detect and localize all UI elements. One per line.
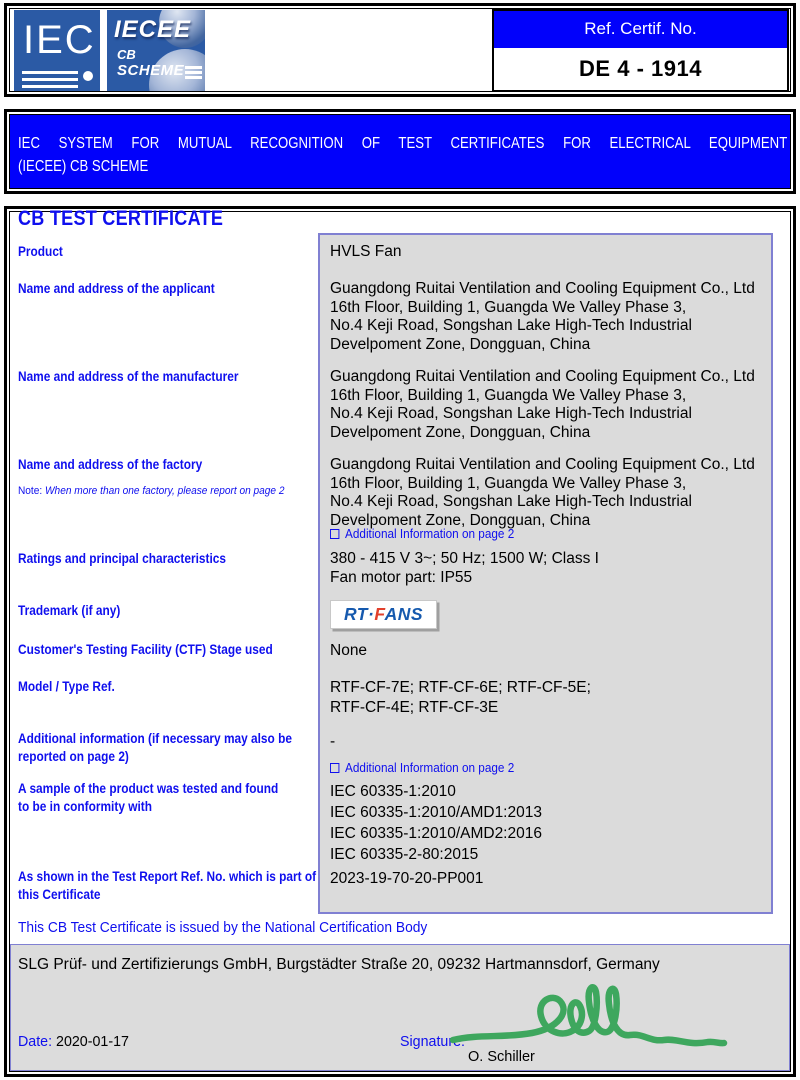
- factory-note: [18, 485, 284, 497]
- manufacturer-line: Guangdong Ruitai Ventilation and Cooling Equipment Co., Ltd: [330, 368, 755, 385]
- additional-info-page2: [330, 761, 514, 775]
- iec-logo: [14, 10, 100, 91]
- factory-additional-info-text: Additional Information on page 2: [345, 527, 515, 541]
- certificate-number: DE 4 - 1914: [579, 56, 702, 81]
- issued-by-statement: This CB Test Certificate is issued by the National Certification Body: [18, 919, 428, 936]
- rt-fans-logo-rt: RT·: [343, 604, 375, 624]
- standard-line: IEC 60335-1:2010/AMD1:2013: [330, 804, 542, 821]
- factory-line: Guangdong Ruitai Ventilation and Cooling Equipment Co., Ltd: [330, 456, 755, 473]
- iecee-logo-cb: CB: [117, 47, 136, 62]
- checkbox-icon: [330, 529, 339, 539]
- date-label: Date:: [18, 1033, 57, 1050]
- factory-note-prefix: Note:: [18, 485, 46, 497]
- banner-line-1: IEC SYSTEM FOR MUTUAL RECOGNITION OF TEST CERTIFICATES FOR ELECTRICAL EQUIPMENT: [18, 135, 788, 152]
- value-additional-info: -: [330, 733, 336, 750]
- additional-info-page2-text: Additional Information on page 2: [345, 761, 515, 775]
- label-additional-info-1: Additional information (if necessary may also be: [18, 731, 292, 746]
- value-ratings: [330, 550, 599, 587]
- ref-certif-label: Ref. Certif. No.: [494, 11, 787, 48]
- ref-certif-box: [492, 9, 789, 92]
- label-factory: Name and address of the factory: [18, 457, 203, 472]
- value-ctf: None: [330, 642, 368, 659]
- value-factory: [330, 456, 755, 530]
- value-test-report: 2023-19-70-20-PP001: [330, 870, 484, 887]
- label-applicant: Name and address of the applicant: [18, 281, 215, 296]
- model-line: RTF-CF-7E; RTF-CF-6E; RTF-CF-5E;: [330, 679, 591, 696]
- iec-logo-rule: [22, 71, 78, 74]
- factory-note-text: When more than one factory, please report on page 2: [45, 485, 285, 497]
- factory-line: No.4 Keji Road, Songshan Lake High-Tech Industrial: [330, 493, 692, 510]
- ratings-line: 380 - 415 V 3~; 50 Hz; 1500 W; Class I: [330, 550, 599, 567]
- iec-logo-rule: [22, 78, 78, 81]
- iec-logo-text: IEC: [23, 18, 96, 62]
- applicant-line: No.4 Keji Road, Songshan Lake High-Tech Industrial: [330, 317, 692, 334]
- label-manufacturer: Name and address of the manufacturer: [18, 369, 239, 384]
- signature-label: Signature:: [400, 1033, 465, 1050]
- ratings-line: Fan motor part: IP55: [330, 568, 473, 586]
- date-value: 2020-01-17: [56, 1033, 129, 1050]
- iec-logo-rule: [22, 85, 78, 88]
- label-product: Product: [18, 244, 63, 259]
- standard-line: IEC 60335-1:2010/AMD2:2016: [330, 825, 542, 842]
- iecee-logo-scheme: SCHEME: [117, 62, 185, 79]
- label-test-report-1: As shown in the Test Report Ref. No. which is part of: [18, 869, 317, 884]
- rt-fans-logo-ans: ANS: [384, 604, 424, 624]
- value-standards: [330, 781, 542, 865]
- manufacturer-line: Develpoment Zone, Dongguan, China: [330, 423, 591, 441]
- manufacturer-line: 16th Floor, Building 1, Guangda We Valley Phase 3,: [330, 386, 687, 404]
- label-trademark: Trademark (if any): [18, 603, 121, 618]
- value-product: HVLS Fan: [330, 243, 402, 260]
- checkbox-icon: [330, 763, 339, 773]
- model-line: RTF-CF-4E; RTF-CF-3E: [330, 698, 499, 716]
- ncb-name: SLG Prüf- und Zertifizierungs GmbH, Burgstädter Straße 20, 09232 Hartmannsdorf, Germany: [18, 956, 660, 973]
- iecee-logo-text: IECEE: [114, 16, 192, 43]
- banner-line-2: (IECEE) CB SCHEME: [18, 158, 149, 175]
- label-sample-2: to be in conformity with: [18, 799, 152, 814]
- label-model: Model / Type Ref.: [18, 679, 115, 694]
- page-title: CB TEST CERTIFICATE: [18, 206, 224, 230]
- signatory-name: O. Schiller: [468, 1049, 535, 1065]
- iec-logo-dot: [83, 71, 93, 81]
- date-line: [18, 1033, 129, 1050]
- standard-line: IEC 60335-1:2010: [330, 783, 456, 800]
- rt-fans-logo: [330, 600, 437, 629]
- value-model: [330, 678, 591, 717]
- label-ctf: Customer's Testing Facility (CTF) Stage used: [18, 642, 273, 657]
- applicant-line: 16th Floor, Building 1, Guangda We Valley Phase 3,: [330, 298, 687, 316]
- label-additional-info-2: reported on page 2): [18, 749, 129, 764]
- iecee-cb-scheme-logo: [107, 10, 205, 91]
- factory-additional-info: [330, 527, 514, 541]
- iecee-logo-rule: [185, 66, 202, 69]
- label-ratings: Ratings and principal characteristics: [18, 551, 226, 566]
- factory-line: Develpoment Zone, Dongguan, China: [330, 511, 591, 529]
- rt-fans-logo-f: F: [374, 604, 385, 624]
- value-manufacturer: [330, 368, 755, 442]
- iecee-logo-rule: [185, 71, 202, 74]
- iecee-logo-rule: [185, 76, 202, 79]
- factory-line: 16th Floor, Building 1, Guangda We Valley Phase 3,: [330, 474, 687, 492]
- applicant-line: Develpoment Zone, Dongguan, China: [330, 335, 591, 353]
- manufacturer-line: No.4 Keji Road, Songshan Lake High-Tech Industrial: [330, 405, 692, 422]
- value-applicant: [330, 280, 755, 354]
- label-test-report-2: this Certificate: [18, 887, 101, 902]
- label-sample-1: A sample of the product was tested and found: [18, 781, 279, 796]
- applicant-line: Guangdong Ruitai Ventilation and Cooling Equipment Co., Ltd: [330, 280, 755, 297]
- standard-line: IEC 60335-2-80:2015: [330, 846, 479, 863]
